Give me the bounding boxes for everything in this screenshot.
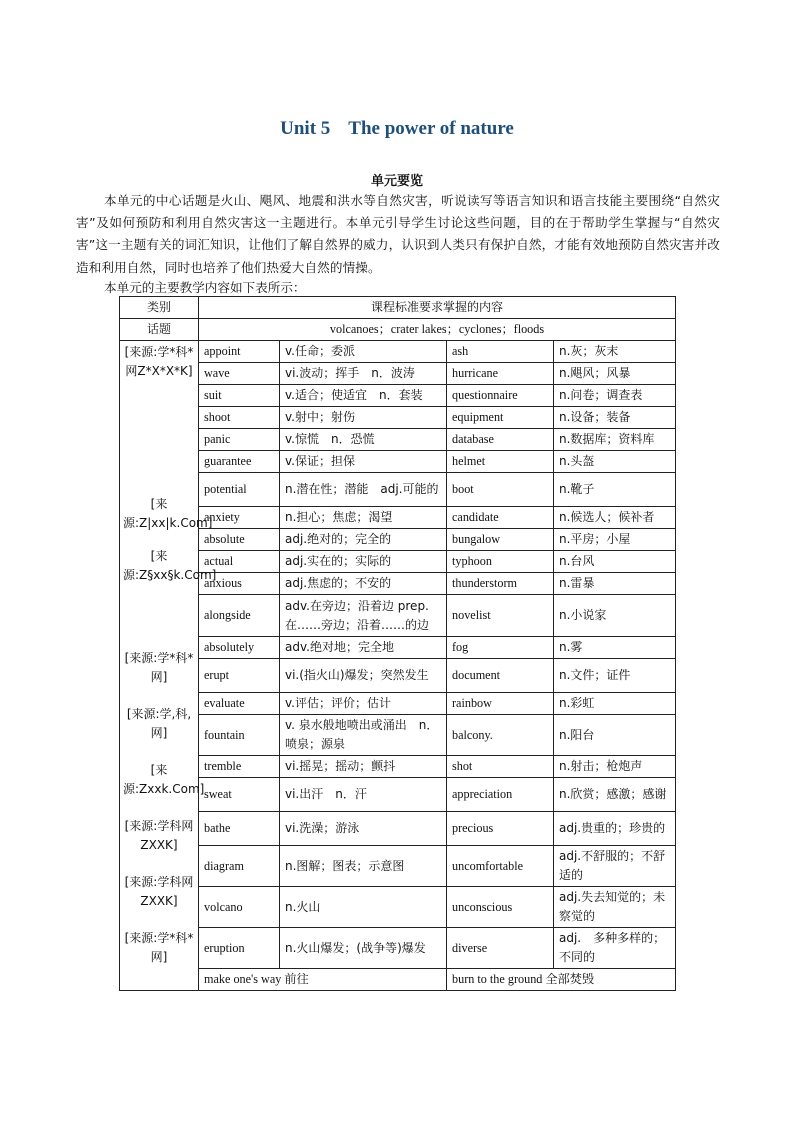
meaning-cell: adv.在旁边；沿着边 prep.在……旁边；沿着……的边	[280, 595, 447, 637]
source-note: [来源:Zxxk.Com]	[123, 763, 205, 796]
phrase-row	[120, 969, 676, 991]
header-content: 课程标准要求掌握的内容	[199, 297, 676, 319]
meaning-cell: n.射击；枪炮声	[554, 756, 676, 778]
meaning-cell: adj. 多种多样的；不同的	[554, 928, 676, 969]
table-row	[120, 928, 676, 969]
meaning-cell: n.火山爆发；(战争等)爆发	[280, 928, 447, 969]
word-cell: diagram	[199, 846, 280, 887]
phrase-cell: burn to the ground 全部焚毁	[447, 969, 676, 991]
meaning-cell: n.雾	[554, 637, 676, 659]
word-cell: panic	[199, 429, 280, 451]
meaning-cell: v.惊慌 n．恐慌	[280, 429, 447, 451]
meaning-cell: n.文件；证件	[554, 659, 676, 693]
meaning-cell: n.潜在性；潜能 adj.可能的	[280, 473, 447, 507]
table-intro: 本单元的主要教学内容如下表所示：	[104, 280, 306, 295]
word-cell: uncomfortable	[447, 846, 554, 887]
table-row	[120, 846, 676, 887]
word-cell: boot	[447, 473, 554, 507]
unit-number: Unit 5	[280, 118, 331, 139]
word-cell: anxiety	[199, 507, 280, 529]
meaning-cell: n.设备；装备	[554, 407, 676, 429]
word-cell: equipment	[447, 407, 554, 429]
page-title	[0, 118, 794, 140]
word-cell: diverse	[447, 928, 554, 969]
word-cell: wave	[199, 363, 280, 385]
meaning-cell: n.雷暴	[554, 573, 676, 595]
table-row	[120, 341, 676, 363]
meaning-cell: n.阳台	[554, 715, 676, 756]
word-cell: precious	[447, 812, 554, 846]
table-row	[120, 473, 676, 507]
word-cell: bathe	[199, 812, 280, 846]
word-cell: sweat	[199, 778, 280, 812]
word-cell: candidate	[447, 507, 554, 529]
word-cell: suit	[199, 385, 280, 407]
word-cell: typhoon	[447, 551, 554, 573]
table-row	[120, 363, 676, 385]
word-cell: ash	[447, 341, 554, 363]
meaning-cell: v. 泉水般地喷出或涌出 n．喷泉；源泉	[280, 715, 447, 756]
table-row	[120, 529, 676, 551]
source-note: [来源:Z|xx|k.Com]	[123, 497, 213, 530]
phrase-cell: make one's way 前往	[199, 969, 447, 991]
intro-paragraph	[76, 190, 720, 279]
topic-label: 话题	[120, 319, 199, 341]
word-cell: hurricane	[447, 363, 554, 385]
meaning-cell: n.彩虹	[554, 693, 676, 715]
intro-text: 本单元的中心话题是火山、飓风、地震和洪水等自然灾害，听说读写等语言知识和语言技能主要围绕“自然灾害”及如何预防和利用自然灾害这一主题进行。本单元引导学生讨论这些问题，目的在于帮助学生掌握与“自然灾害”这一主题有关的词汇知识，让他们了解自然界的威力，认识到人类只有保护自然，才能有效地预防自然灾害并改造和利用自然，同时也培养了他们热爱大自然的情操。	[76, 193, 720, 275]
meaning-cell: n.欣赏；感激；感谢	[554, 778, 676, 812]
table-row	[120, 637, 676, 659]
word-cell: appoint	[199, 341, 280, 363]
meaning-cell: adv.绝对地；完全地	[280, 637, 447, 659]
word-cell: volcano	[199, 887, 280, 928]
word-cell: erupt	[199, 659, 280, 693]
word-cell: document	[447, 659, 554, 693]
word-cell: novelist	[447, 595, 554, 637]
meaning-cell: n.图解；图表；示意图	[280, 846, 447, 887]
meaning-cell: n.头盔	[554, 451, 676, 473]
source-note: [来源:学科网ZXXK]	[124, 875, 194, 908]
vocabulary-table	[119, 296, 676, 991]
meaning-cell: n.数据库；资料库	[554, 429, 676, 451]
table-header-row	[120, 297, 676, 319]
source-note: [来源:Z§xx§k.Com]	[123, 549, 217, 582]
table-row	[120, 659, 676, 693]
table-row	[120, 385, 676, 407]
source-note: [来源:学*科*网]	[124, 651, 194, 684]
meaning-cell: n.候选人；候补者	[554, 507, 676, 529]
meaning-cell: vi.(指火山)爆发；突然发生	[280, 659, 447, 693]
topic-value: volcanoes；crater lakes；cyclones；floods	[199, 319, 676, 341]
meaning-cell: n.火山	[280, 887, 447, 928]
table-row	[120, 756, 676, 778]
meaning-cell: n.台风	[554, 551, 676, 573]
word-cell: tremble	[199, 756, 280, 778]
word-cell: actual	[199, 551, 280, 573]
word-cell: shot	[447, 756, 554, 778]
topic-row	[120, 319, 676, 341]
meaning-cell: vi.摇晃；摇动；颤抖	[280, 756, 447, 778]
meaning-cell: adj.绝对的；完全的	[280, 529, 447, 551]
meaning-cell: v.评估；评价；估计	[280, 693, 447, 715]
word-cell: questionnaire	[447, 385, 554, 407]
meaning-cell: v.射中；射伤	[280, 407, 447, 429]
word-cell: fog	[447, 637, 554, 659]
word-cell: shoot	[199, 407, 280, 429]
table-row	[120, 407, 676, 429]
table-row	[120, 693, 676, 715]
word-cell: helmet	[447, 451, 554, 473]
meaning-cell: vi.出汗 n．汗	[280, 778, 447, 812]
word-cell: anxious	[199, 573, 280, 595]
word-cell: bungalow	[447, 529, 554, 551]
word-cell: rainbow	[447, 693, 554, 715]
section-heading: 单元要览	[370, 174, 423, 189]
table-row	[120, 429, 676, 451]
source-note: [来源:学,科,网]	[126, 707, 192, 740]
word-cell: database	[447, 429, 554, 451]
word-cell: appreciation	[447, 778, 554, 812]
meaning-cell: adj.贵重的；珍贵的	[554, 812, 676, 846]
meaning-cell: adj.不舒服的；不舒适的	[554, 846, 676, 887]
word-cell: thunderstorm	[447, 573, 554, 595]
table-row	[120, 451, 676, 473]
meaning-cell: n.问卷；调查表	[554, 385, 676, 407]
meaning-cell: v.任命；委派	[280, 341, 447, 363]
meaning-cell: adj.失去知觉的；未察觉的	[554, 887, 676, 928]
meaning-cell: n.担心；焦虑；渴望	[280, 507, 447, 529]
meaning-cell: vi.波动；挥手 n．波涛	[280, 363, 447, 385]
header-category: 类别	[120, 297, 199, 319]
meaning-cell: v.适合；使适宜 n．套装	[280, 385, 447, 407]
source-note: [来源:学*科*网]	[124, 931, 194, 964]
meaning-cell: adj.焦虑的；不安的	[280, 573, 447, 595]
meaning-cell: n.飓风；风暴	[554, 363, 676, 385]
source-note: [来源:学*科*网Z*X*X*K]	[124, 345, 194, 378]
meaning-cell: adj.实在的；实际的	[280, 551, 447, 573]
table-row	[120, 715, 676, 756]
word-cell: absolutely	[199, 637, 280, 659]
word-cell: evaluate	[199, 693, 280, 715]
meaning-cell: vi.洗澡；游泳	[280, 812, 447, 846]
meaning-cell: n.平房；小屋	[554, 529, 676, 551]
word-cell: eruption	[199, 928, 280, 969]
word-cell: unconscious	[447, 887, 554, 928]
unit-name: The power of nature	[348, 118, 514, 139]
meaning-cell: v.保证；担保	[280, 451, 447, 473]
word-cell: fountain	[199, 715, 280, 756]
table-row	[120, 595, 676, 637]
word-cell: absolute	[199, 529, 280, 551]
meaning-cell: n.小说家	[554, 595, 676, 637]
meaning-cell: n.靴子	[554, 473, 676, 507]
word-cell: guarantee	[199, 451, 280, 473]
source-note: [来源:学科网ZXXK]	[124, 819, 194, 852]
word-cell: balcony.	[447, 715, 554, 756]
word-cell: alongside	[199, 595, 280, 637]
table-row	[120, 887, 676, 928]
table-row	[120, 812, 676, 846]
word-cell: potential	[199, 473, 280, 507]
meaning-cell: n.灰；灰末	[554, 341, 676, 363]
